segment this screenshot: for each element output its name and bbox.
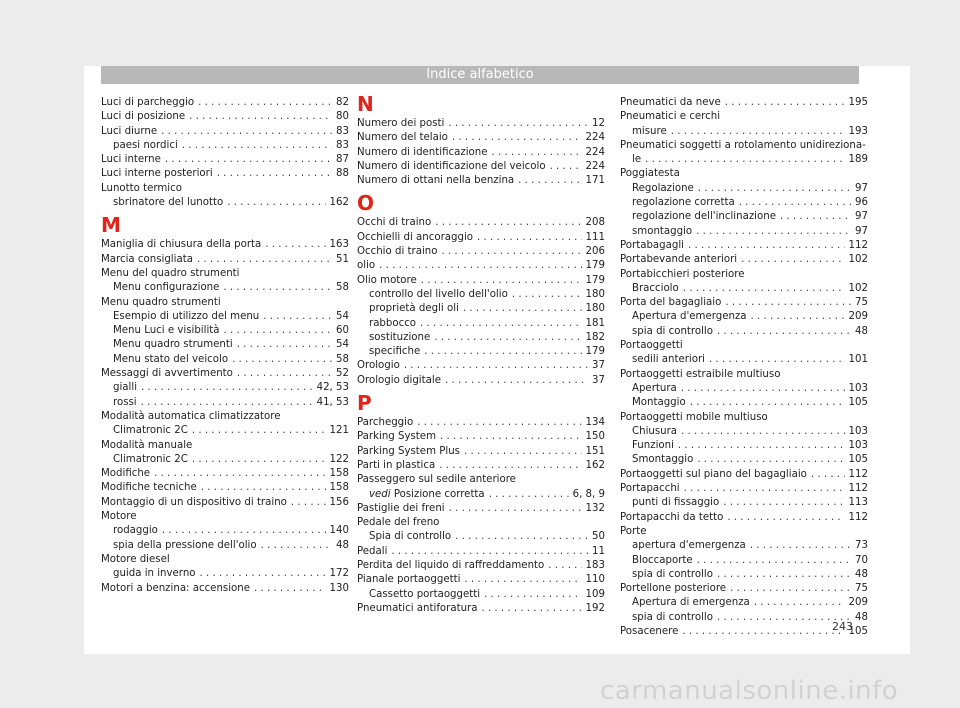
index-subentry: le . . . 189	[620, 153, 868, 167]
index-subentry: specifiche . . . 179	[357, 345, 605, 359]
index-column-2	[357, 92, 605, 616]
index-subentry: guida in inverno . . . 172	[101, 567, 349, 581]
index-subentry: Menu quadro strumenti . . . 54	[101, 338, 349, 352]
index-entry: Portellone posteriore . . . 75	[620, 582, 868, 596]
index-subentry: Menu configurazione . . . 58	[101, 281, 349, 295]
index-heading-entry: Porte	[620, 525, 647, 537]
index-subentry: Apertura d'emergenza . . . 209	[620, 310, 868, 324]
index-entry: Posacenere . . . 105	[620, 625, 868, 639]
index-entry: Luci di parcheggio . . . 82	[101, 96, 349, 110]
section-letter: O	[357, 191, 375, 216]
index-entry: Porta del bagagliaio . . . 75	[620, 296, 868, 310]
index-heading-entry: Pneumatici soggetti a rotolamento unidireziona-	[620, 139, 866, 151]
index-entry: Pneumatici antiforatura . . . 192	[357, 602, 605, 616]
index-entry: Numero di identificazione . . . 224	[357, 146, 605, 160]
index-heading-entry: Lunotto termico	[101, 182, 182, 194]
page-header: Indice alfabetico	[101, 66, 859, 84]
index-entry: Luci interne . . . 87	[101, 153, 349, 167]
index-heading-entry: Portabicchieri posteriore	[620, 268, 745, 280]
index-subentry: Apertura di emergenza . . . 209	[620, 596, 868, 610]
index-subentry: proprietà degli oli . . . 180	[357, 302, 605, 316]
index-entry: Portabevande anteriori . . . 102	[620, 253, 868, 267]
index-entry: Modifiche . . . 158	[101, 467, 349, 481]
index-heading-entry: Motore	[101, 511, 137, 523]
index-subentry: misure . . . 193	[620, 125, 868, 139]
index-subentry: rabbocco . . . 181	[357, 317, 605, 331]
index-heading-entry: Portaoggetti	[620, 340, 683, 352]
index-heading-entry: Poggiatesta	[620, 168, 680, 180]
index-entry: Luci interne posteriori . . . 88	[101, 167, 349, 181]
index-subentry: Bloccaporte . . . 70	[620, 554, 868, 568]
index-subentry: controllo del livello dell'olio . . . 180	[357, 288, 605, 302]
see-reference: vedi	[369, 488, 391, 500]
index-entry: Pedali . . . 11	[357, 545, 605, 559]
index-entry: Parking System Plus . . . 151	[357, 445, 605, 459]
index-subentry: spia di controllo . . . 48	[620, 325, 868, 339]
index-subentry: Spia di controllo . . . 50	[357, 530, 605, 544]
index-subentry: Smontaggio . . . 105	[620, 453, 868, 467]
index-entry: Pneumatici da neve . . . 195	[620, 96, 868, 110]
index-entry: Pianale portaoggetti . . . 110	[357, 573, 605, 587]
index-heading-entry: Pedale del freno	[357, 517, 440, 529]
index-subentry: sbrinatore del lunotto . . . 162	[101, 196, 349, 210]
index-heading-entry: Menu del quadro strumenti	[101, 267, 240, 279]
index-heading-entry: Menu quadro strumenti	[101, 296, 221, 308]
index-entry: Luci diurne . . . 83	[101, 125, 349, 139]
index-column-1	[101, 96, 349, 596]
index-entry: Modifiche tecniche . . . 158	[101, 481, 349, 495]
index-subentry: rodaggio . . . 140	[101, 524, 349, 538]
index-subentry: gialli . . . 42, 53	[101, 381, 349, 395]
index-heading-entry: Modalità manuale	[101, 439, 193, 451]
index-heading-entry: Portaoggetti estraibile multiuso	[620, 368, 781, 380]
index-entry: Maniglia di chiusura della porta . . . 163	[101, 238, 349, 252]
index-subentry: rossi . . . 41, 53	[101, 396, 349, 410]
index-entry: Montaggio di un dispositivo di traino . . . 156	[101, 496, 349, 510]
index-subentry: regolazione corretta . . . 96	[620, 196, 868, 210]
index-entry: Numero di ottani nella benzina . . . 171	[357, 174, 605, 188]
watermark: carmanualsonline.info	[600, 676, 899, 706]
index-subentry: Climatronic 2C . . . 122	[101, 453, 349, 467]
index-column-3	[620, 96, 868, 639]
index-heading-entry: Portaoggetti mobile multiuso	[620, 411, 768, 423]
index-subentry: spia di controllo . . . 48	[620, 568, 868, 582]
index-subentry: Regolazione . . . 97	[620, 182, 868, 196]
index-subentry: regolazione dell'inclinazione . . . 97	[620, 210, 868, 224]
index-entry: Olio motore . . . 179	[357, 274, 605, 288]
index-entry: Messaggi di avvertimento . . . 52	[101, 367, 349, 381]
index-subentry: Climatronic 2C . . . 121	[101, 424, 349, 438]
index-entry: Motori a benzina: accensione . . . 130	[101, 582, 349, 596]
section-letter: M	[101, 213, 121, 238]
index-subentry: spia di controllo . . . 48	[620, 611, 868, 625]
index-subentry: vedi Posizione corretta . . . 6, 8, 9	[357, 488, 605, 502]
index-subentry: Funzioni . . . 103	[620, 439, 868, 453]
index-entry: Numero del telaio . . . 224	[357, 131, 605, 145]
index-subentry: spia della pressione dell'olio . . . 48	[101, 539, 349, 553]
index-subentry: Apertura . . . 103	[620, 382, 868, 396]
index-entry: Parti in plastica . . . 162	[357, 459, 605, 473]
index-entry: Portapacchi . . . 112	[620, 482, 868, 496]
index-entry: Numero dei posti . . . 12	[357, 117, 605, 131]
index-entry: Occhielli di ancoraggio . . . 111	[357, 231, 605, 245]
section-letter: P	[357, 391, 372, 416]
index-entry: Occhi di traino . . . 208	[357, 216, 605, 230]
index-subentry: Esempio di utilizzo del menu . . . 54	[101, 310, 349, 324]
index-subentry: smontaggio . . . 97	[620, 225, 868, 239]
index-entry: Pastiglie dei freni . . . 132	[357, 502, 605, 516]
index-entry: Orologio digitale . . . 37	[357, 374, 605, 388]
index-subentry: sostituzione . . . 182	[357, 331, 605, 345]
section-letter: N	[357, 92, 374, 116]
index-subentry: apertura d'emergenza . . . 73	[620, 539, 868, 553]
index-entry: Parking System . . . 150	[357, 430, 605, 444]
index-subentry: Chiusura . . . 103	[620, 425, 868, 439]
index-subentry: Cassetto portaoggetti . . . 109	[357, 588, 605, 602]
index-subentry: Bracciolo . . . 102	[620, 282, 868, 296]
index-entry: Perdita del liquido di raffreddamento . . . 183	[357, 559, 605, 573]
index-heading-entry: Motore diesel	[101, 553, 170, 565]
index-heading-entry: Pneumatici e cerchi	[620, 111, 721, 123]
index-entry: Orologio . . . 37	[357, 359, 605, 373]
index-entry: Portapacchi da tetto . . . 112	[620, 511, 868, 525]
index-subentry: Menu stato del veicolo . . . 58	[101, 353, 349, 367]
index-entry: Portabagagli . . . 112	[620, 239, 868, 253]
index-entry: Numero di identificazione del veicolo . . . 224	[357, 160, 605, 174]
index-subentry: punti di fissaggio . . . 113	[620, 496, 868, 510]
index-entry: Occhio di traino . . . 206	[357, 245, 605, 259]
index-entry: Parcheggio . . . 134	[357, 416, 605, 430]
index-subentry: Montaggio . . . 105	[620, 396, 868, 410]
page-number: 243	[832, 620, 853, 633]
index-entry: Portaoggetti sul piano del bagagliaio . . . 112	[620, 468, 868, 482]
index-subentry: Menu Luci e visibilità . . . 60	[101, 324, 349, 338]
index-entry: olio . . . 179	[357, 259, 605, 273]
index-heading-entry: Passeggero sul sedile anteriore	[357, 474, 516, 486]
index-heading-entry: Modalità automatica climatizzatore	[101, 410, 281, 422]
index-subentry: paesi nordici . . . 83	[101, 139, 349, 153]
index-subentry: sedili anteriori . . . 101	[620, 353, 868, 367]
index-entry: Marcia consigliata . . . 51	[101, 253, 349, 267]
index-entry: Luci di posizione . . . 80	[101, 110, 349, 124]
